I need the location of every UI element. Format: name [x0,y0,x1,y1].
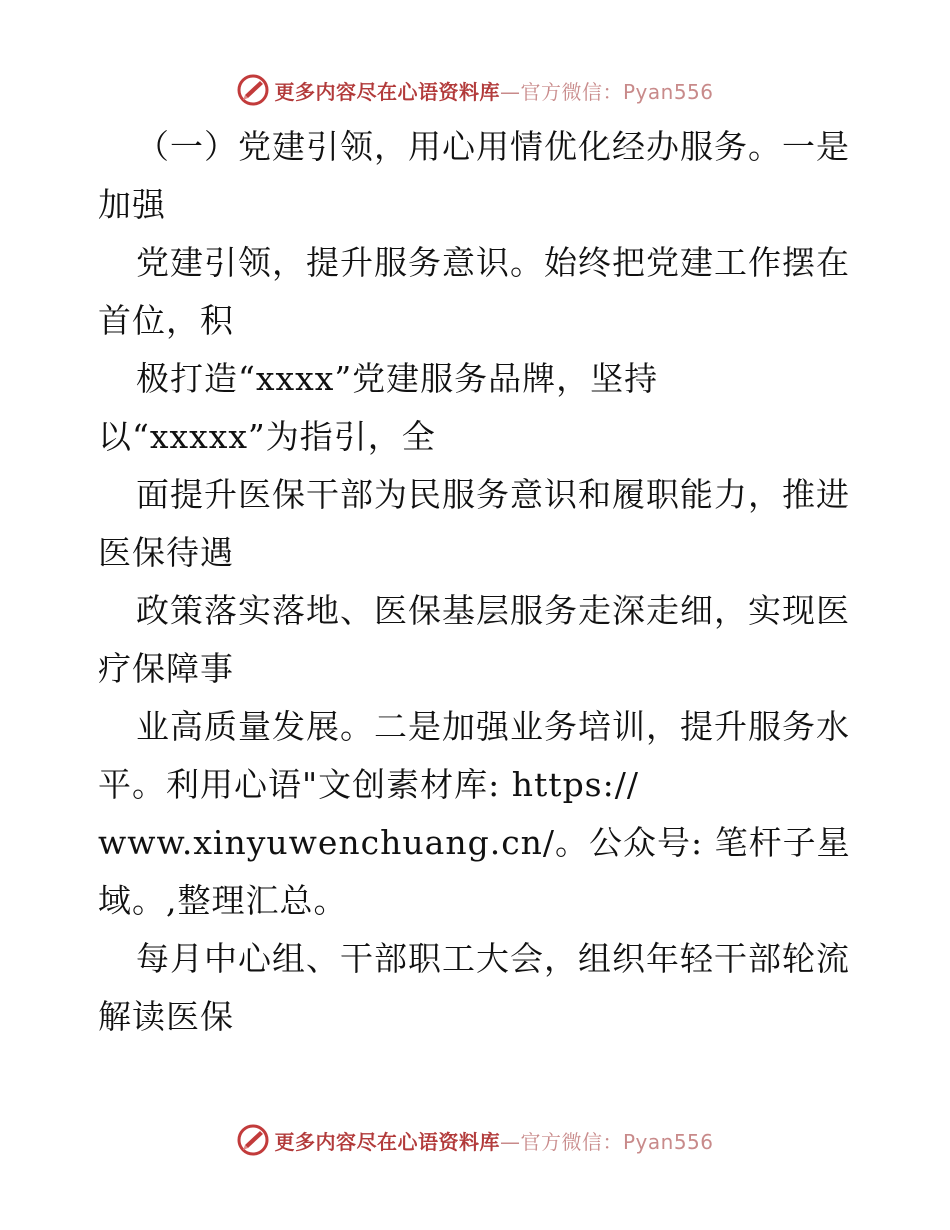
body-line: www.xinyuwenchuang.cn/。公众号: 笔杆子星 [98,823,851,862]
footer-wechat-id: Pyan556 [622,1129,714,1154]
footer-text [274,1126,713,1155]
body-line: 解读医保 [98,997,234,1036]
footer-brand: 更多内容尽在心语资料库 [274,1129,500,1154]
body-line: 党建引领，提升服务意识。始终把党建工作摆在 [136,243,850,282]
body-line: 政策落实落地、医保基层服务走深走细，实现医 [136,591,850,630]
header-wechat-id: Pyan556 [622,79,714,104]
body-line: （一）党建引领，用心用情优化经办服务。一是 [136,127,850,166]
body-line: 域。,整理汇总。 [98,881,348,920]
brush-logo-icon [236,73,270,107]
body-line: 以“xxxxx”为指引，全 [98,417,436,456]
body-line: 首位，积 [98,301,234,340]
footer-wechat-label: 官方微信： [520,1129,623,1154]
header-text [274,76,713,105]
header-banner [0,70,950,110]
header-separator: — [499,79,521,104]
body-line: 平。利用心语"文创素材库: https:// [98,765,639,804]
document-body [98,118,858,1046]
body-line: 面提升医保干部为民服务意识和履职能力，推进 [136,475,850,514]
footer-banner [0,1120,950,1160]
header-brand: 更多内容尽在心语资料库 [274,79,500,104]
body-line: 业高质量发展。二是加强业务培训，提升服务水 [136,707,850,746]
body-line: 每月中心组、干部职工大会，组织年轻干部轮流 [136,939,850,978]
brush-logo-icon [236,1123,270,1157]
body-line: 加强 [98,185,166,224]
body-line: 医保待遇 [98,533,234,572]
footer-separator: — [499,1129,521,1154]
header-wechat-label: 官方微信： [520,79,623,104]
body-line: 疗保障事 [98,649,234,688]
body-line: 极打造“xxxx”党建服务品牌，坚持 [136,359,659,398]
